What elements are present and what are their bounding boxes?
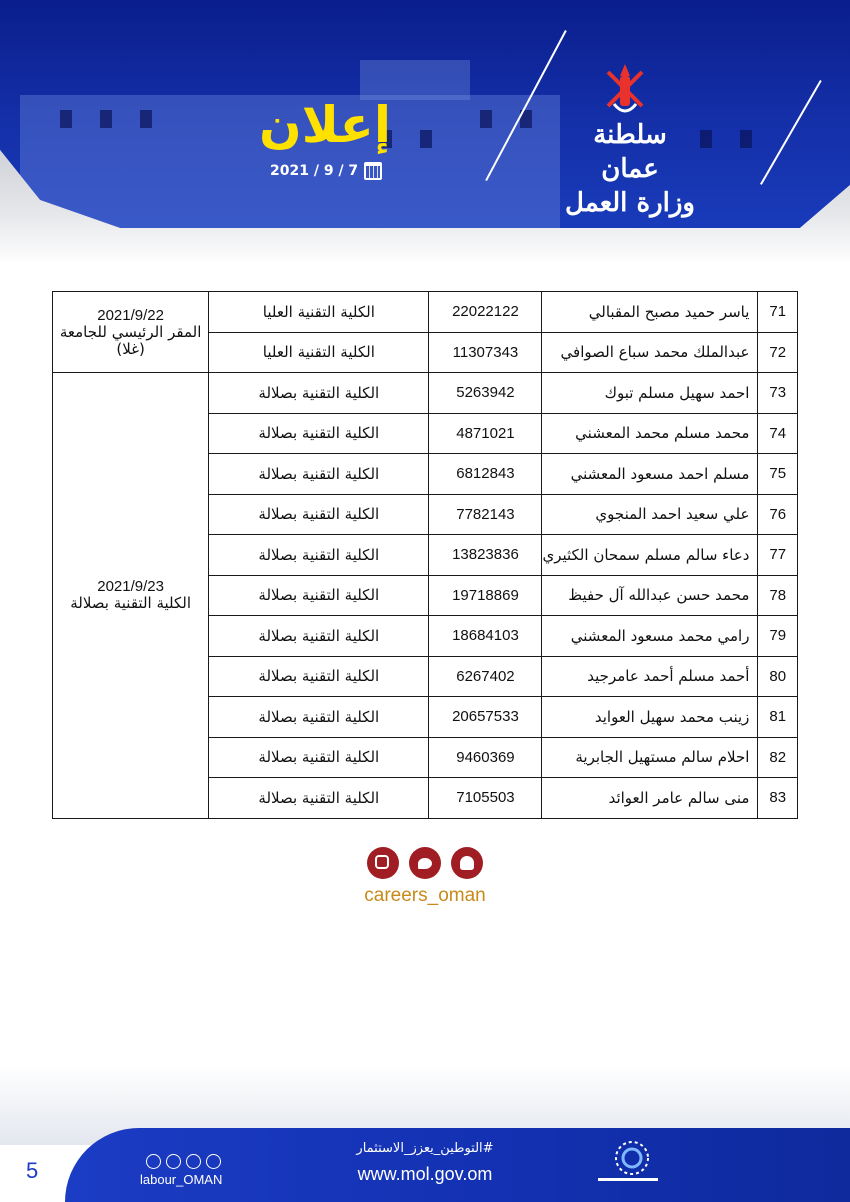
row-institution: الكلية التقنية العليا [209, 292, 429, 333]
row-institution: الكلية التقنية بصلالة [209, 737, 429, 778]
page-title: إعلان [259, 96, 391, 154]
row-number: 81 [758, 697, 798, 738]
row-number: 73 [758, 373, 798, 414]
row-number: 76 [758, 494, 798, 535]
table-row [53, 292, 798, 333]
row-number: 82 [758, 737, 798, 778]
vision-logo-icon [592, 1134, 662, 1194]
oman-emblem-icon [600, 60, 650, 120]
row-name: احمد سهيل مسلم تبوك [542, 373, 758, 414]
table-body [53, 292, 798, 819]
row-number: 74 [758, 413, 798, 454]
row-id: 4871021 [429, 413, 542, 454]
row-number: 78 [758, 575, 798, 616]
footer-hashtag: #التوطين_يعزز_الاستثمار [356, 1141, 494, 1156]
building-window [480, 110, 492, 128]
ministry-line-1: سلطنة عمان [593, 120, 667, 184]
row-name: عبدالملك محمد سباع الصوافي [542, 332, 758, 373]
row-id: 20657533 [429, 697, 542, 738]
row-name: مسلم احمد مسعود المعشني [542, 454, 758, 495]
building-window [100, 110, 112, 128]
row-id: 7782143 [429, 494, 542, 535]
row-institution: الكلية التقنية بصلالة [209, 454, 429, 495]
row-number: 75 [758, 454, 798, 495]
group-location: الكلية التقنية بصلالة [70, 594, 192, 613]
footer-website[interactable]: www.mol.gov.om [357, 1164, 493, 1184]
building-tower [360, 60, 470, 100]
row-id: 22022122 [429, 292, 542, 333]
page-number: 5 [26, 1158, 39, 1183]
instagram-icon[interactable] [367, 847, 399, 879]
group-cell [53, 373, 209, 819]
row-institution: الكلية التقنية بصلالة [209, 778, 429, 819]
row-institution: الكلية التقنية بصلالة [209, 413, 429, 454]
row-id: 7105503 [429, 778, 542, 819]
twitter-icon[interactable] [186, 1154, 201, 1169]
row-number: 83 [758, 778, 798, 819]
youtube-icon[interactable] [166, 1154, 181, 1169]
table-row [53, 373, 798, 414]
header-banner [0, 0, 850, 265]
row-name: زينب محمد سهيل العوايد [542, 697, 758, 738]
row-id: 13823836 [429, 535, 542, 576]
snapchat-icon[interactable] [451, 847, 483, 879]
ministry-name [560, 118, 700, 220]
row-institution: الكلية التقنية بصلالة [209, 373, 429, 414]
candidates-table [52, 291, 798, 819]
row-institution: الكلية التقنية بصلالة [209, 575, 429, 616]
row-institution: الكلية التقنية العليا [209, 332, 429, 373]
row-name: دعاء سالم مسلم سمحان الكثيري [542, 535, 758, 576]
row-institution: الكلية التقنية بصلالة [209, 616, 429, 657]
row-institution: الكلية التقنية بصلالة [209, 494, 429, 535]
footer-social-handle[interactable]: labour_OMAN [140, 1172, 223, 1187]
row-number: 72 [758, 332, 798, 373]
row-name: أحمد مسلم أحمد عامرجيد [542, 656, 758, 697]
row-name: محمد حسن عبدالله آل حفيظ [542, 575, 758, 616]
announcement-date [270, 158, 390, 184]
date-text: 2021 / 9 / 7 [270, 163, 359, 179]
twitter-icon[interactable] [409, 847, 441, 879]
row-name: محمد مسلم محمد المعشني [542, 413, 758, 454]
row-id: 6267402 [429, 656, 542, 697]
ministry-line-2: وزارة العمل [565, 188, 695, 218]
social-handle[interactable]: careers_oman [364, 885, 486, 906]
row-institution: الكلية التقنية بصلالة [209, 656, 429, 697]
group-cell [53, 292, 209, 373]
facebook-icon[interactable] [146, 1154, 161, 1169]
building-window [740, 130, 752, 148]
instagram-icon[interactable] [206, 1154, 221, 1169]
row-name: علي سعيد احمد المنجوي [542, 494, 758, 535]
group-location: المقر الرئيسي للجامعة (غلا) [59, 322, 202, 358]
group-date: 2021/9/22 [97, 306, 164, 324]
row-id: 9460369 [429, 737, 542, 778]
row-name: رامي محمد مسعود المعشني [542, 616, 758, 657]
social-icons [340, 847, 510, 879]
social-block [340, 847, 510, 907]
row-institution: الكلية التقنية بصلالة [209, 697, 429, 738]
row-institution: الكلية التقنية بصلالة [209, 535, 429, 576]
calendar-icon [364, 162, 382, 180]
row-number: 80 [758, 656, 798, 697]
row-name: منى سالم عامر العوائد [542, 778, 758, 819]
row-number: 77 [758, 535, 798, 576]
row-id: 19718869 [429, 575, 542, 616]
footer-social-icons [146, 1154, 221, 1169]
row-id: 5263942 [429, 373, 542, 414]
row-number: 71 [758, 292, 798, 333]
row-id: 18684103 [429, 616, 542, 657]
building-window [700, 130, 712, 148]
row-number: 79 [758, 616, 798, 657]
building-window [60, 110, 72, 128]
row-id: 11307343 [429, 332, 542, 373]
group-date: 2021/9/23 [97, 578, 164, 596]
row-name: ياسر حميد مصبح المقبالي [542, 292, 758, 333]
building-window [140, 110, 152, 128]
row-id: 6812843 [429, 454, 542, 495]
row-name: احلام سالم مستهيل الجابرية [542, 737, 758, 778]
